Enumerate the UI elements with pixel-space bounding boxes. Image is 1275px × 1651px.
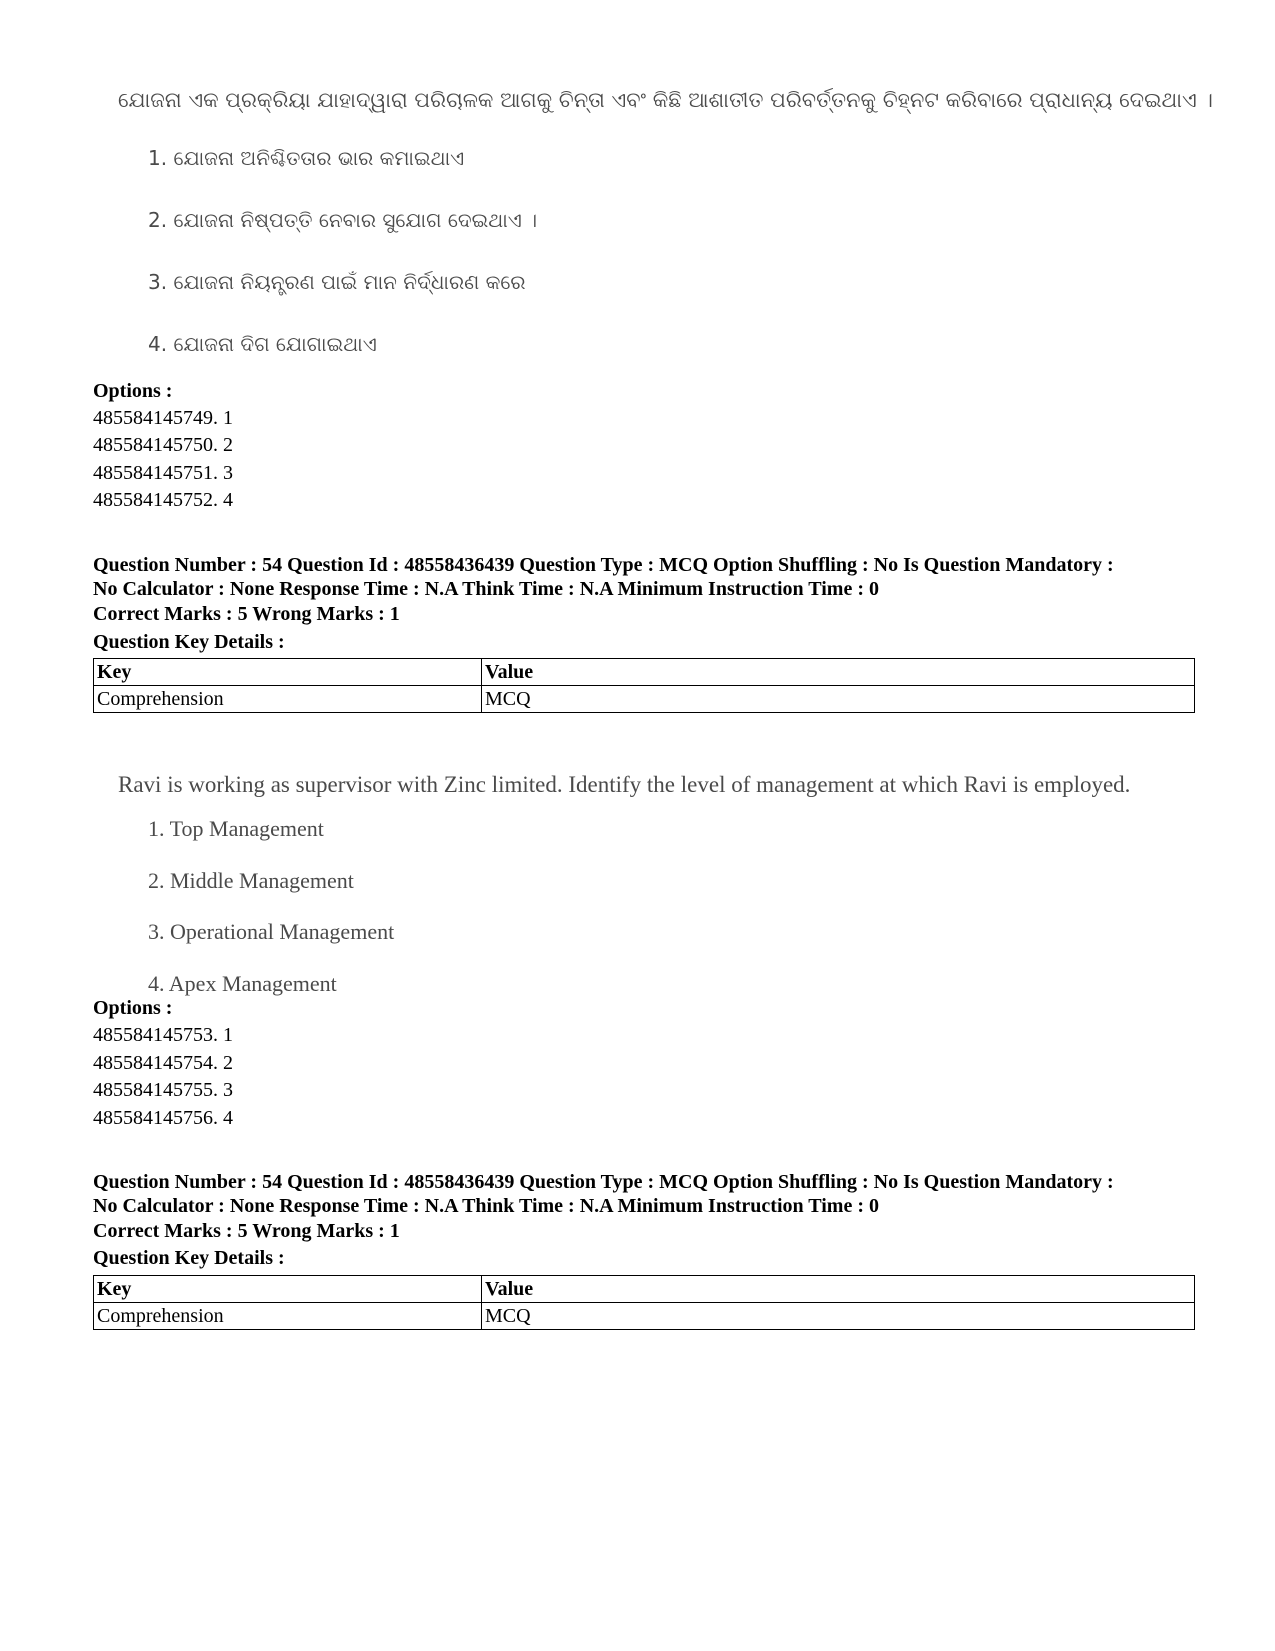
question-option: 2. ଯୋଜନା ନିଷ୍ପତ୍ତି ନେବାର ସୁଯୋଗ ଦେଇଥାଏ । [148,208,538,232]
table-cell: Comprehension [94,1303,482,1330]
option-id: 485584145756. 4 [93,1107,233,1129]
table-row [94,686,1195,713]
option-id: 485584145752. 4 [93,489,233,511]
table-header-cell: Value [482,1276,1195,1303]
marks-line: Correct Marks : 5 Wrong Marks : 1 [93,1220,400,1242]
question-option: 2. Middle Management [148,868,354,893]
question-meta-line: No Calculator : None Response Time : N.A Think Time : N.A Minimum Instruction Time : 0 [93,578,879,600]
option-id: 485584145753. 1 [93,1024,233,1046]
question-meta [93,553,1193,601]
table-cell: MCQ [482,1303,1195,1330]
question-stem: ଯୋଜନା ଏକ ପ୍ରକ୍ରିୟା ଯାହାଦ୍ୱାରା ପରିଚାଳକ ଆଗକୁ ଚିନ୍ତା ଏବଂ କିଛି ଆଶାତୀତ ପରିବର୍ତ୍ତନକୁ ଚିହ୍ନଟ କରିବାରେ ପ୍ରାଧାନ୍ୟ ଦେଇଥାଏ । [118,88,1213,112]
question-image-english [118,772,1158,1022]
question-meta-line: No Calculator : None Response Time : N.A Think Time : N.A Minimum Instruction Time : 0 [93,1195,879,1217]
marks-line: Correct Marks : 5 Wrong Marks : 1 [93,603,400,625]
question-meta-line: Question Number : 54 Question Id : 48558436439 Question Type : MCQ Option Shuffling : No Is Question Mandatory : [93,1171,1114,1193]
table-header-cell: Value [482,659,1195,686]
question-option: 1. ଯୋଜନା ଅନିଶ୍ଚିତତାର ଭାର କମାଇଥାଏ [148,146,465,170]
question-stem: Ravi is working as supervisor with Zinc limited. Identify the level of management at which Ravi is employed. [118,772,1131,797]
options-label: Options : [93,380,173,402]
table-header-cell: Key [94,1276,482,1303]
key-details-label: Question Key Details : [93,631,285,653]
question-image-odia [118,88,1213,378]
question-option: 3. ଯୋଜନା ନିୟନ୍ତ୍ରଣ ପାଇଁ ମାନ ନିର୍ଦ୍ଧାରଣ କରେ [148,270,526,294]
table-cell: Comprehension [94,686,482,713]
table-cell: MCQ [482,686,1195,713]
table-header-row [94,1276,1195,1303]
key-details-label: Question Key Details : [93,1247,285,1269]
table-row [94,1303,1195,1330]
option-id: 485584145754. 2 [93,1052,233,1074]
question-meta-line: Question Number : 54 Question Id : 48558436439 Question Type : MCQ Option Shuffling : No Is Question Mandatory : [93,554,1114,576]
option-id: 485584145751. 3 [93,462,233,484]
option-id: 485584145755. 3 [93,1079,233,1101]
options-label: Options : [93,997,173,1019]
question-option: 4. ଯୋଜନା ଦିଗ ଯୋଗାଇଥାଏ [148,332,377,356]
key-details-table [93,1275,1195,1330]
question-option: 4. Apex Management [148,971,337,996]
question-meta [93,1170,1193,1218]
key-details-table [93,658,1195,713]
question-option: 1. Top Management [148,816,324,841]
option-id: 485584145750. 2 [93,434,233,456]
option-id: 485584145749. 1 [93,407,233,429]
table-header-cell: Key [94,659,482,686]
question-option: 3. Operational Management [148,919,395,944]
table-header-row [94,659,1195,686]
